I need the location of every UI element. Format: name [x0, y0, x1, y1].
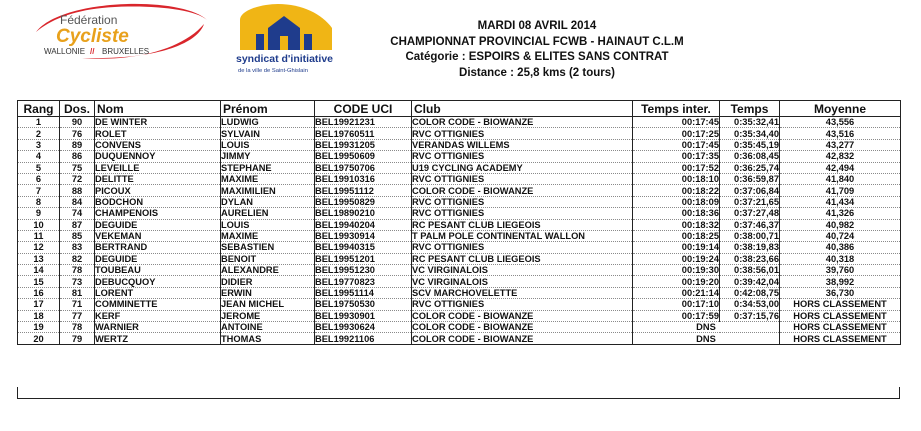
club-cell: RVC OTTIGNIES — [412, 299, 633, 310]
code-uci-cell: BEL19931205 — [315, 139, 412, 150]
dossard-cell: 81 — [60, 287, 95, 298]
col-temps-inter: Temps inter. — [633, 101, 720, 117]
code-uci-cell: BEL19950829 — [315, 196, 412, 207]
table-row — [18, 333, 901, 344]
moyenne-cell: 43,516 — [780, 128, 901, 139]
club-cell: RVC OTTIGNIES — [412, 196, 633, 207]
code-uci-cell: BEL19940315 — [315, 242, 412, 253]
event-header — [372, 19, 702, 81]
moyenne-cell: 43,277 — [780, 139, 901, 150]
temps-cell: 0:42:08,75 — [720, 287, 780, 298]
rang-cell: 15 — [18, 276, 60, 287]
temps-cell: 0:37:27,48 — [720, 208, 780, 219]
rang-cell: 16 — [18, 287, 60, 298]
table-row — [18, 208, 901, 219]
moyenne-cell: HORS CLASSEMENT — [780, 333, 901, 344]
moyenne-cell: 42,494 — [780, 162, 901, 173]
club-cell: RC PESANT CLUB LIEGEOIS — [412, 219, 633, 230]
dns-cell: DNS — [633, 333, 780, 344]
club-cell: VC VIRGINALOIS — [412, 265, 633, 276]
code-uci-cell: BEL19951230 — [315, 265, 412, 276]
dossard-cell: 90 — [60, 117, 95, 128]
nom-cell: CHAMPENOIS — [95, 208, 221, 219]
rang-cell: 7 — [18, 185, 60, 196]
club-cell: VC VIRGINALOIS — [412, 276, 633, 287]
table-row — [18, 185, 901, 196]
prenom-cell: SYLVAIN — [221, 128, 315, 139]
dossard-cell: 73 — [60, 276, 95, 287]
nom-cell: WARNIER — [95, 322, 221, 333]
prenom-cell: LOUIS — [221, 219, 315, 230]
wallonie-word: WALLONIE — [44, 47, 86, 56]
temps-inter-cell: 00:19:14 — [633, 242, 720, 253]
bruxelles-word: BRUXELLES — [102, 47, 150, 56]
moyenne-cell: 41,326 — [780, 208, 901, 219]
dossard-cell: 71 — [60, 299, 95, 310]
temps-inter-cell: 00:17:10 — [633, 299, 720, 310]
saint-ghislain-word: de la ville de Saint-Ghislain — [238, 68, 308, 74]
col-dos: Dos. — [60, 101, 95, 117]
rang-cell: 9 — [18, 208, 60, 219]
club-cell: T PALM POLE CONTINENTAL WALLON — [412, 230, 633, 241]
rang-cell: 20 — [18, 333, 60, 344]
rang-cell: 17 — [18, 299, 60, 310]
nom-cell: DUQUENNOY — [95, 151, 221, 162]
moyenne-cell: 40,724 — [780, 230, 901, 241]
temps-cell: 0:36:25,74 — [720, 162, 780, 173]
prenom-cell: ERWIN — [221, 287, 315, 298]
prenom-cell: STEPHANE — [221, 162, 315, 173]
dossard-cell: 82 — [60, 253, 95, 264]
moyenne-cell: 41,840 — [780, 173, 901, 184]
code-uci-cell: BEL19930914 — [315, 230, 412, 241]
temps-cell: 0:38:23,66 — [720, 253, 780, 264]
club-cell: VERANDAS WILLEMS — [412, 139, 633, 150]
code-uci-cell: BEL19760511 — [315, 128, 412, 139]
col-temps: Temps — [720, 101, 780, 117]
table-row — [18, 253, 901, 264]
nom-cell: VEKEMAN — [95, 230, 221, 241]
prenom-cell: LUDWIG — [221, 117, 315, 128]
prenom-cell: ALEXANDRE — [221, 265, 315, 276]
moyenne-cell: 40,386 — [780, 242, 901, 253]
prenom-cell: THOMAS — [221, 333, 315, 344]
rang-cell: 5 — [18, 162, 60, 173]
prenom-cell: ANTOINE — [221, 322, 315, 333]
moyenne-cell: 36,730 — [780, 287, 901, 298]
nom-cell: COMMINETTE — [95, 299, 221, 310]
rang-cell: 18 — [18, 310, 60, 321]
nom-cell: CONVENS — [95, 139, 221, 150]
results-body — [18, 117, 901, 345]
col-prenom: Prénom — [221, 101, 315, 117]
nom-cell: ROLET — [95, 128, 221, 139]
dossard-cell: 72 — [60, 173, 95, 184]
event-distance: Distance : 25,8 kms (2 tours) — [459, 66, 615, 79]
dossard-cell: 85 — [60, 230, 95, 241]
club-cell: COLOR CODE - BIOWANZE — [412, 310, 633, 321]
table-row — [18, 219, 901, 230]
dossard-cell: 74 — [60, 208, 95, 219]
temps-inter-cell: 00:17:45 — [633, 139, 720, 150]
table-footer-box — [17, 387, 900, 399]
prenom-cell: BENOIT — [221, 253, 315, 264]
table-row — [18, 287, 901, 298]
temps-cell: 0:35:34,40 — [720, 128, 780, 139]
event-category: Catégorie : ESPOIRS & ELITES SANS CONTRAT — [405, 51, 669, 63]
code-uci-cell: BEL19890210 — [315, 208, 412, 219]
rang-cell: 4 — [18, 151, 60, 162]
club-cell: SCV MARCHOVELETTE — [412, 287, 633, 298]
rang-cell: 13 — [18, 253, 60, 264]
club-cell: RVC OTTIGNIES — [412, 173, 633, 184]
club-cell: RVC OTTIGNIES — [412, 128, 633, 139]
code-uci-cell: BEL19950609 — [315, 151, 412, 162]
code-uci-cell: BEL19940204 — [315, 219, 412, 230]
temps-cell: 0:38:56,01 — [720, 265, 780, 276]
moyenne-cell: 40,982 — [780, 219, 901, 230]
dossard-cell: 78 — [60, 322, 95, 333]
code-uci-cell: BEL19921231 — [315, 117, 412, 128]
temps-cell: 0:37:06,84 — [720, 185, 780, 196]
rang-cell: 2 — [18, 128, 60, 139]
rang-cell: 8 — [18, 196, 60, 207]
temps-inter-cell: 00:18:36 — [633, 208, 720, 219]
dossard-cell: 79 — [60, 333, 95, 344]
dossard-cell: 76 — [60, 128, 95, 139]
rang-cell: 10 — [18, 219, 60, 230]
nom-cell: DE WINTER — [95, 117, 221, 128]
federation-word: Fédération — [60, 13, 118, 27]
code-uci-cell: BEL19951112 — [315, 185, 412, 196]
prenom-cell: JEAN MICHEL — [221, 299, 315, 310]
code-uci-cell: BEL19930901 — [315, 310, 412, 321]
code-uci-cell: BEL19910316 — [315, 173, 412, 184]
dossard-cell: 89 — [60, 139, 95, 150]
header-row — [18, 101, 901, 117]
nom-cell: WERTZ — [95, 333, 221, 344]
club-cell: COLOR CODE - BIOWANZE — [412, 322, 633, 333]
dossard-cell: 78 — [60, 265, 95, 276]
temps-inter-cell: 00:18:22 — [633, 185, 720, 196]
rang-cell: 14 — [18, 265, 60, 276]
temps-inter-cell: 00:17:25 — [633, 128, 720, 139]
temps-cell: 0:38:19,83 — [720, 242, 780, 253]
moyenne-cell: 40,318 — [780, 253, 901, 264]
temps-inter-cell: 00:18:25 — [633, 230, 720, 241]
table-row — [18, 139, 901, 150]
col-nom: Nom — [95, 101, 221, 117]
code-uci-cell: BEL19750530 — [315, 299, 412, 310]
rang-cell: 12 — [18, 242, 60, 253]
club-cell: RVC OTTIGNIES — [412, 242, 633, 253]
temps-inter-cell: 00:17:45 — [633, 117, 720, 128]
temps-inter-cell: 00:19:24 — [633, 253, 720, 264]
temps-cell: 0:38:00,71 — [720, 230, 780, 241]
prenom-cell: MAXIME — [221, 230, 315, 241]
svg-text://: // — [90, 47, 95, 56]
prenom-cell: DIDIER — [221, 276, 315, 287]
table-row — [18, 151, 901, 162]
table-row — [18, 128, 901, 139]
nom-cell: DEGUIDE — [95, 253, 221, 264]
col-club: Club — [412, 101, 633, 117]
table-row — [18, 299, 901, 310]
temps-inter-cell: 00:21:14 — [633, 287, 720, 298]
syndicat-initiative-logo — [232, 2, 342, 78]
prenom-cell: AURELIEN — [221, 208, 315, 219]
temps-cell: 0:36:08,45 — [720, 151, 780, 162]
temps-inter-cell: 00:17:52 — [633, 162, 720, 173]
temps-inter-cell: 00:18:10 — [633, 173, 720, 184]
dossard-cell: 77 — [60, 310, 95, 321]
code-uci-cell: BEL19951201 — [315, 253, 412, 264]
moyenne-cell: 41,434 — [780, 196, 901, 207]
event-title: CHAMPIONNAT PROVINCIAL FCWB - HAINAUT C.L.M — [390, 35, 684, 48]
temps-cell: 0:37:15,76 — [720, 310, 780, 321]
dossard-cell: 86 — [60, 151, 95, 162]
code-uci-cell: BEL19770823 — [315, 276, 412, 287]
moyenne-cell: HORS CLASSEMENT — [780, 322, 901, 333]
club-cell: COLOR CODE - BIOWANZE — [412, 117, 633, 128]
table-row — [18, 276, 901, 287]
nom-cell: DEBUCQUOY — [95, 276, 221, 287]
code-uci-cell: BEL19750706 — [315, 162, 412, 173]
prenom-cell: JIMMY — [221, 151, 315, 162]
table-row — [18, 322, 901, 333]
moyenne-cell: 38,992 — [780, 276, 901, 287]
dossard-cell: 75 — [60, 162, 95, 173]
table-row — [18, 196, 901, 207]
nom-cell: PICOUX — [95, 185, 221, 196]
temps-inter-cell: 00:17:35 — [633, 151, 720, 162]
temps-cell: 0:35:32,41 — [720, 117, 780, 128]
col-code-uci: CODE UCI — [315, 101, 412, 117]
temps-inter-cell: 00:18:09 — [633, 196, 720, 207]
club-cell: RC PESANT CLUB LIEGEOIS — [412, 253, 633, 264]
moyenne-cell: 41,709 — [780, 185, 901, 196]
dossard-cell: 87 — [60, 219, 95, 230]
temps-inter-cell: 00:17:59 — [633, 310, 720, 321]
table-row — [18, 310, 901, 321]
moyenne-cell: 39,760 — [780, 265, 901, 276]
rang-cell: 11 — [18, 230, 60, 241]
moyenne-cell: HORS CLASSEMENT — [780, 310, 901, 321]
table-row — [18, 162, 901, 173]
code-uci-cell: BEL19951114 — [315, 287, 412, 298]
event-date: MARDI 08 AVRIL 2014 — [477, 20, 597, 32]
temps-inter-cell: 00:19:20 — [633, 276, 720, 287]
nom-cell: BODCHON — [95, 196, 221, 207]
code-uci-cell: BEL19930624 — [315, 322, 412, 333]
temps-inter-cell: 00:18:32 — [633, 219, 720, 230]
dossard-cell: 84 — [60, 196, 95, 207]
nom-cell: DELITTE — [95, 173, 221, 184]
col-rang: Rang — [18, 101, 60, 117]
table-row — [18, 242, 901, 253]
rang-cell: 1 — [18, 117, 60, 128]
club-cell: COLOR CODE - BIOWANZE — [412, 333, 633, 344]
temps-cell: 0:36:59,87 — [720, 173, 780, 184]
nom-cell: DEGUIDE — [95, 219, 221, 230]
results-table — [17, 100, 901, 345]
rang-cell: 6 — [18, 173, 60, 184]
club-cell: U19 CYCLING ACADEMY — [412, 162, 633, 173]
club-cell: RVC OTTIGNIES — [412, 208, 633, 219]
nom-cell: BERTRAND — [95, 242, 221, 253]
dns-cell: DNS — [633, 322, 780, 333]
prenom-cell: JEROME — [221, 310, 315, 321]
table-row — [18, 117, 901, 128]
rang-cell: 19 — [18, 322, 60, 333]
nom-cell: LORENT — [95, 287, 221, 298]
dossard-cell: 88 — [60, 185, 95, 196]
moyenne-cell: 43,556 — [780, 117, 901, 128]
prenom-cell: MAXIMILIEN — [221, 185, 315, 196]
moyenne-cell: HORS CLASSEMENT — [780, 299, 901, 310]
nom-cell: TOUBEAU — [95, 265, 221, 276]
cycliste-word: Cycliste — [56, 26, 129, 47]
prenom-cell: LOUIS — [221, 139, 315, 150]
nom-cell: KERF — [95, 310, 221, 321]
prenom-cell: DYLAN — [221, 196, 315, 207]
temps-cell: 0:39:42,04 — [720, 276, 780, 287]
temps-cell: 0:34:53,00 — [720, 299, 780, 310]
temps-cell: 0:37:21,65 — [720, 196, 780, 207]
temps-inter-cell: 00:19:30 — [633, 265, 720, 276]
club-cell: COLOR CODE - BIOWANZE — [412, 185, 633, 196]
table-row — [18, 173, 901, 184]
table-row — [18, 230, 901, 241]
temps-cell: 0:35:45,19 — [720, 139, 780, 150]
code-uci-cell: BEL19921106 — [315, 333, 412, 344]
temps-cell: 0:37:46,37 — [720, 219, 780, 230]
club-cell: RVC OTTIGNIES — [412, 151, 633, 162]
prenom-cell: MAXIME — [221, 173, 315, 184]
prenom-cell: SEBASTIEN — [221, 242, 315, 253]
dossard-cell: 83 — [60, 242, 95, 253]
col-moyenne: Moyenne — [780, 101, 901, 117]
nom-cell: LEVEILLE — [95, 162, 221, 173]
table-row — [18, 265, 901, 276]
syndicat-word: syndicat d'initiative — [236, 53, 334, 65]
moyenne-cell: 42,832 — [780, 151, 901, 162]
federation-cycliste-logo — [22, 2, 212, 64]
rang-cell: 3 — [18, 139, 60, 150]
